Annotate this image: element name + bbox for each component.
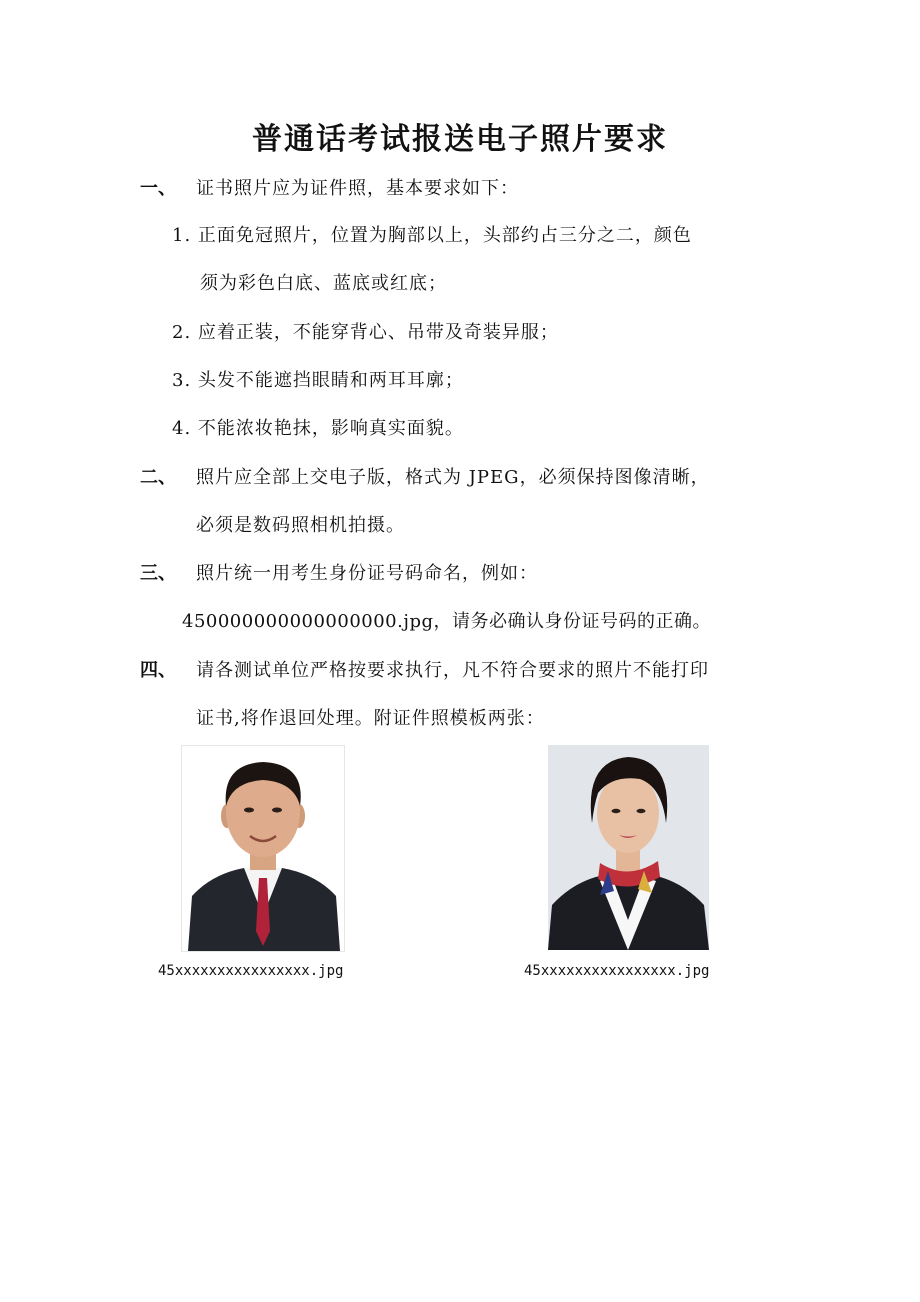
section-1-item-4: 4. 不能浓妆艳抹，影响真实面貌。 bbox=[172, 418, 464, 439]
section-4-line-1: 请各测试单位严格按要求执行，凡不符合要求的照片不能打印 bbox=[196, 660, 709, 681]
section-1-item-3: 3. 头发不能遮挡眼睛和两耳耳廓； bbox=[172, 370, 464, 391]
section-1-item-1-line-2: 须为彩色白底、蓝底或红底； bbox=[200, 273, 447, 294]
section-3-line-2: 450000000000000000.jpg，请务必确认身份证号码的正确。 bbox=[182, 611, 711, 632]
female-photo-caption: 45xxxxxxxxxxxxxxxx.jpg bbox=[524, 963, 710, 979]
section-1-item-2: 2. 应着正装，不能穿背心、吊带及奇装异服； bbox=[172, 322, 559, 343]
male-portrait-image bbox=[182, 746, 344, 951]
section-2-number: 二、 bbox=[140, 467, 176, 488]
female-portrait-image bbox=[548, 745, 709, 950]
section-1-line-1: 证书照片应为证件照，基本要求如下： bbox=[196, 178, 519, 199]
section-2-line-2: 必须是数码照相机拍摄。 bbox=[196, 515, 405, 536]
section-1-number: 一、 bbox=[140, 178, 176, 199]
female-photo-template bbox=[548, 745, 709, 950]
section-3-number: 三、 bbox=[140, 563, 176, 584]
male-photo-caption: 45xxxxxxxxxxxxxxxx.jpg bbox=[158, 963, 344, 979]
section-4-line-2: 证书,将作退回处理。附证件照模板两张： bbox=[196, 708, 545, 729]
male-photo-template bbox=[181, 745, 345, 952]
page-title: 普通话考试报送电子照片要求 bbox=[252, 122, 668, 157]
section-3-line-1: 照片统一用考生身份证号码命名，例如： bbox=[196, 563, 538, 584]
section-1-item-1-line-1: 1. 正面免冠照片，位置为胸部以上，头部约占三分之二，颜色 bbox=[172, 225, 692, 246]
section-2-line-1: 照片应全部上交电子版，格式为 JPEG，必须保持图像清晰， bbox=[196, 467, 710, 488]
section-4-number: 四、 bbox=[140, 660, 176, 681]
